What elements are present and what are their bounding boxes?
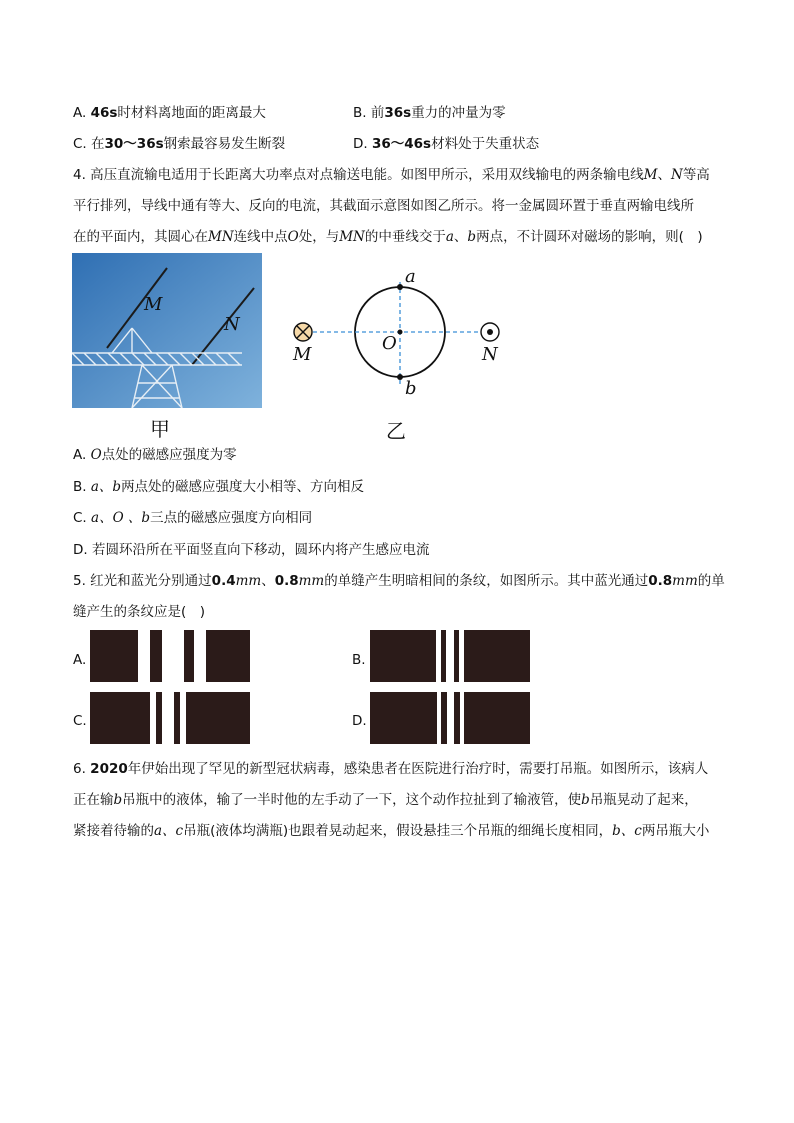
q6-stem-line1: 6. 2020年伊始出现了罕见的新型冠状病毒，感染患者在医院进行治疗时，需要打吊瓶。如图所示，该病人 (73, 761, 709, 777)
fringe-pattern-c (90, 692, 250, 748)
q4-option-a: A. O点处的磁感应强度为零 (73, 447, 237, 463)
transmission-tower-photo (72, 253, 262, 408)
q5-option-a-label: A. (73, 652, 87, 668)
photo-label-n: N (224, 314, 240, 335)
fringe-pattern-a (90, 630, 250, 686)
figure-caption-jia: 甲 (150, 417, 170, 441)
q4-stem-line1: 4. 高压直流输电适用于长距离大功率点对点输送电能。如图甲所示，采用双线输电的两条输电线M、N等高 (73, 167, 710, 183)
q5-option-c-label: C. (73, 713, 87, 729)
figure-caption-yi: 乙 (386, 419, 406, 443)
q4-stem-line2: 平行排列，导线中通有等大、反向的电流，其截面示意图如图乙所示。将一金属圆环置于垂直两输电线所 (73, 198, 694, 214)
q5-option-b-label: B. (352, 652, 366, 668)
label-b: b (405, 378, 417, 399)
fringe-pattern-b (370, 630, 530, 686)
cross-section-diagram (285, 262, 515, 412)
label-n: N (482, 344, 498, 365)
wire-n-out-of-page-icon (481, 323, 499, 341)
q5-stem-line2: 缝产生的条纹应是( ) (73, 604, 206, 620)
q5-option-d-label: D. (352, 713, 367, 729)
fringe-pattern-d (370, 692, 530, 748)
q4-option-c: C. a、O 、b三点的磁感应强度方向相同 (73, 510, 313, 526)
label-a: a (405, 266, 416, 287)
wire-m-into-page-icon (294, 323, 312, 341)
q3-option-d: D. 36～46s材料处于失重状态 (353, 136, 540, 152)
q4-option-d: D. 若圆环沿所在平面竖直向下移动，圆环内将产生感应电流 (73, 542, 430, 558)
q5-stem-line1: 5. 红光和蓝光分别通过0.4mm、0.8mm的单缝产生明暗相间的条纹，如图所示。其中蓝光通过0.8mm的单 (73, 573, 725, 589)
q4-stem-line3: 在的平面内，其圆心在MN连线中点O处，与MN的中垂线交于a、b两点，不计圆环对磁场的影响，则( ) (73, 229, 703, 245)
q4-option-b: B. a、b两点处的磁感应强度大小相等、方向相反 (73, 479, 365, 495)
q6-stem-line2: 正在输b吊瓶中的液体，输了一半时他的左手动了一下，这个动作拉扯到了输液管，使b吊瓶晃动了起来， (73, 792, 698, 808)
photo-label-m: M (144, 294, 163, 315)
q3-option-c: C. 在30～36s钢索最容易发生断裂 (73, 136, 286, 152)
label-m: M (293, 344, 312, 365)
q6-stem-line3: 紧接着待输的a、c吊瓶(液体均满瓶)也跟着晃动起来，假设悬挂三个吊瓶的细绳长度相同，b、c两吊瓶大小 (73, 823, 710, 839)
label-o: O (382, 333, 397, 354)
q3-option-b: B. 前36s重力的冲量为零 (353, 105, 506, 121)
q3-option-a: A. 46s时材料离地面的距离最大 (73, 105, 266, 121)
